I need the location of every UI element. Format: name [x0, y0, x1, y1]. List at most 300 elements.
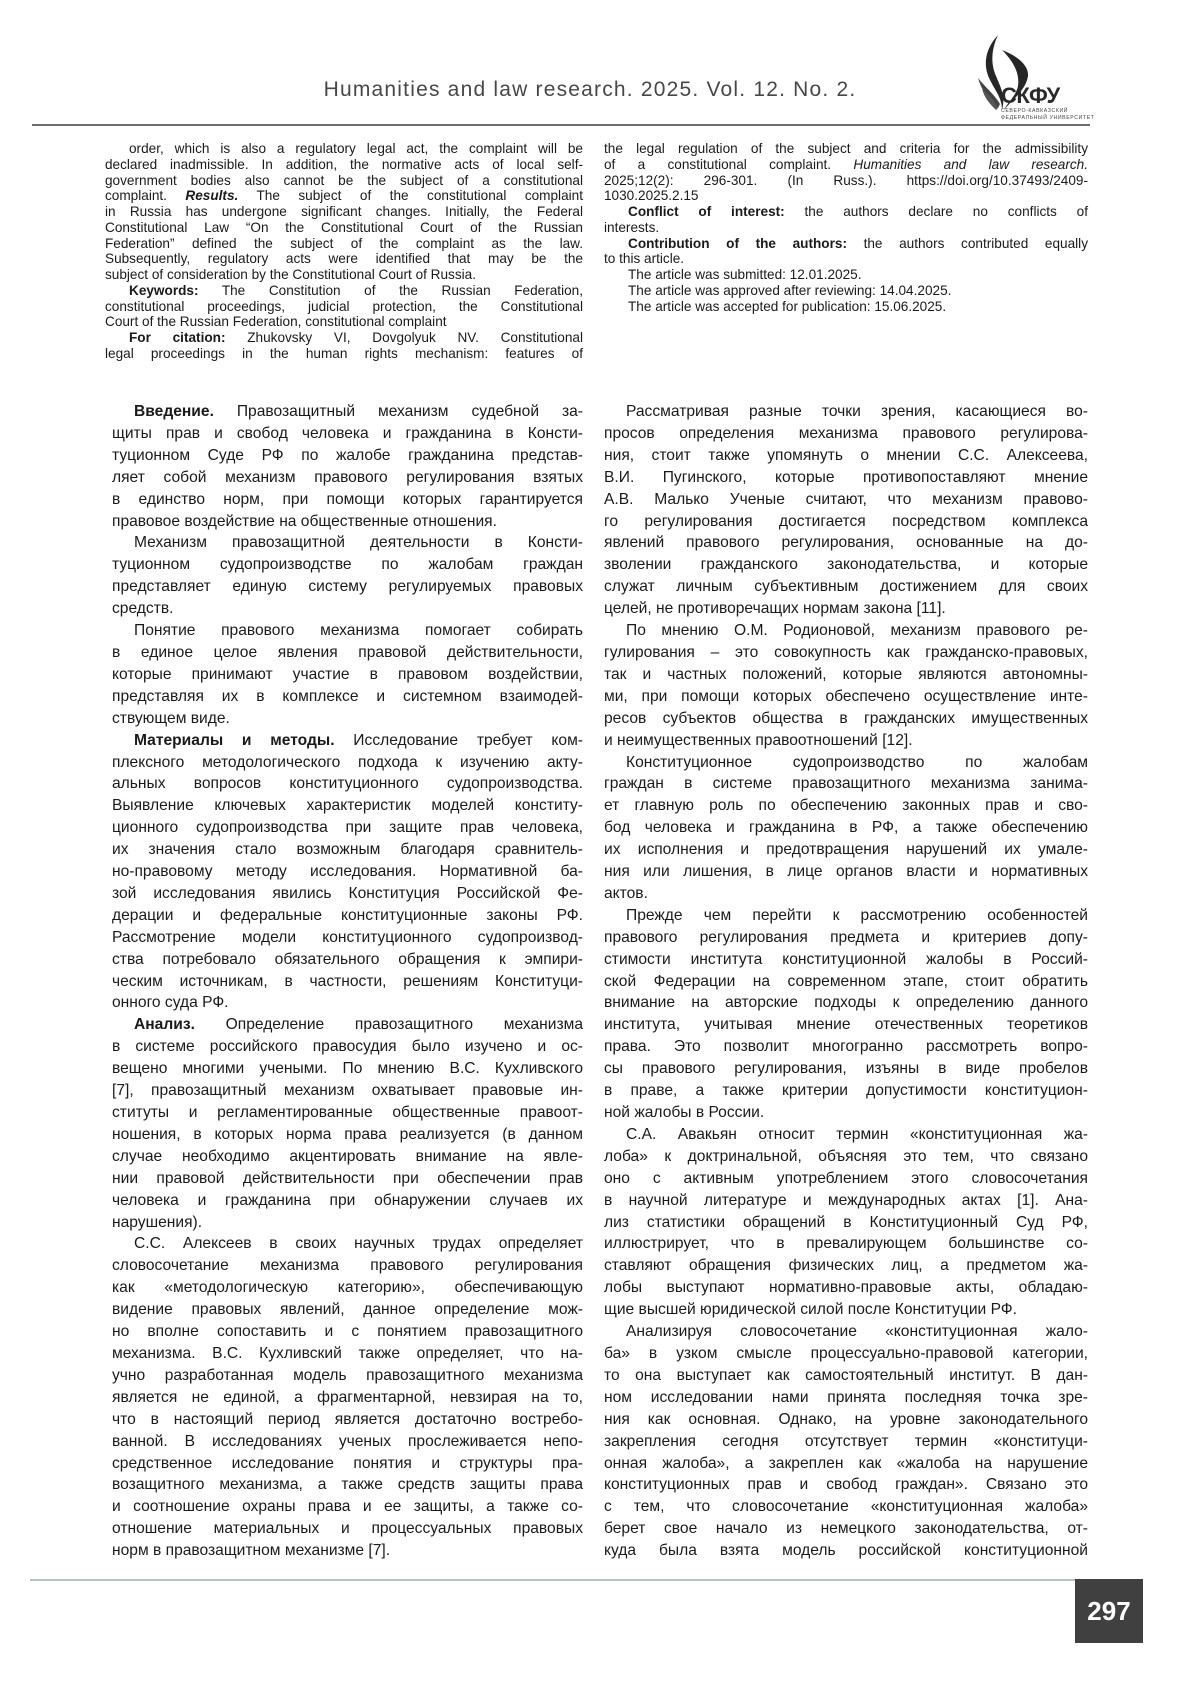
text-line: [112, 686, 583, 708]
text-segment: туционном Суде РФ по жалобе гражданина представ-: [112, 447, 583, 464]
text-line: [604, 1431, 1088, 1453]
page-number-badge: [1075, 1579, 1143, 1643]
text-line: [604, 1102, 1088, 1124]
text-line: [105, 299, 583, 315]
text-segment: куда была взята модель российской конституционной: [604, 1542, 1088, 1559]
text-line: [112, 1080, 583, 1102]
text-line: [604, 949, 1088, 971]
text-segment: вещено многими учеными. По мнению В.С. Кухливского: [112, 1060, 583, 1077]
paragraph-lead: Contribution of the authors:: [628, 236, 847, 251]
text-segment: дерации и федеральные конституционные законы РФ.: [112, 907, 583, 924]
text-segment: лобы выступают нормативно-правовые акты, обладаю-: [604, 1279, 1088, 1296]
text-line: [604, 992, 1088, 1014]
text-segment: представляет единую систему регулируемых правовых: [112, 578, 583, 595]
page-number: 297: [1087, 1596, 1130, 1627]
text-segment: А.В. Малько Ученые считают, что механизм правово-: [604, 491, 1088, 508]
text-segment: ванной. В исследованиях ученых прослеживается непо-: [112, 1433, 583, 1450]
text-segment: случае необходимо акцентировать внимание на явле-: [112, 1148, 583, 1165]
text-segment: щиты прав и свобод человека и гражданина в Консти-: [112, 425, 583, 442]
text-segment: ния как основная. Однако, на уровне законодательного: [604, 1411, 1088, 1428]
text-line: [112, 839, 583, 861]
text-segment: The article was approved after reviewing: 14.04.2025.: [628, 283, 951, 298]
paragraph-lead: Материалы и методы.: [134, 732, 335, 749]
text-line: [604, 752, 1088, 774]
text-line: [112, 817, 583, 839]
text-segment: ба» в узком смысле процессуально-правовой категории,: [604, 1345, 1088, 1362]
text-line: [604, 532, 1088, 554]
text-segment: внимание на авторские подходы к определению данного: [604, 994, 1088, 1011]
text-segment: онного суда РФ.: [112, 994, 229, 1011]
text-line: [604, 1343, 1088, 1365]
text-line: [604, 839, 1088, 861]
text-line: [112, 905, 583, 927]
text-line: [604, 1299, 1088, 1321]
text-line: [112, 1036, 583, 1058]
text-segment: С.С. Алексеев в своих научных трудах определяет: [134, 1235, 583, 1252]
text-segment: учно разработанная модель правозащитного механизма: [112, 1367, 583, 1384]
text-line: [112, 1233, 583, 1255]
text-segment: средств.: [112, 600, 173, 617]
text-line: [112, 773, 583, 795]
text-segment: бод человека и гражданина в РФ, а также обеспечению: [604, 819, 1088, 836]
text-segment: the legal regulation of the subject and criteria for the admissibility: [604, 141, 1088, 156]
text-line: [112, 1299, 583, 1321]
text-segment: interests.: [604, 220, 659, 235]
text-segment: граждан в системе правозащитного механизма занима-: [604, 775, 1088, 792]
text-segment: Court of the Russian Federation, constitutional complaint: [105, 314, 447, 329]
text-line: [112, 1453, 583, 1475]
text-line: [604, 817, 1088, 839]
text-line: [604, 1540, 1088, 1562]
footer-divider: [30, 1579, 1076, 1581]
text-line: [112, 1277, 583, 1299]
paragraph: [604, 1321, 1088, 1562]
body-left-column: [112, 401, 583, 1562]
text-line: [112, 883, 583, 905]
paragraph: [112, 1014, 583, 1233]
paragraph: [112, 730, 583, 1015]
text-line: [604, 664, 1088, 686]
text-line: [604, 686, 1088, 708]
text-line: [604, 861, 1088, 883]
text-segment: ния или лишения, в лице органов власти и нормативных: [604, 863, 1088, 880]
text-line: [604, 188, 1088, 204]
text-line: [112, 949, 583, 971]
text-segment: видение правовых явлений, данное определение мож-: [112, 1301, 583, 1318]
text-segment: ставляют обращения физических лиц, а предметом жа-: [604, 1257, 1088, 1274]
text-line: [112, 1409, 583, 1431]
text-line: [112, 992, 583, 1014]
text-segment: Выявление ключевых характеристик моделей конститу-: [112, 797, 583, 814]
text-line: [604, 1168, 1088, 1190]
text-line: [604, 467, 1088, 489]
text-segment: зой исследования явились Конституция Российской Фе-: [112, 885, 583, 902]
text-segment: legal proceedings in the human rights mechanism: features of: [105, 346, 583, 361]
text-line: [112, 445, 583, 467]
text-segment: института, учитывая мнение отечественных теоретиков: [604, 1016, 1088, 1033]
text-line: [112, 1146, 583, 1168]
text-line: [604, 883, 1088, 905]
text-line: [105, 346, 583, 362]
text-line: [112, 730, 583, 752]
text-line: [112, 1168, 583, 1190]
paragraph-lead: Keywords:: [129, 283, 199, 298]
text-segment: ми, при помощи которых обеспечено осуществление инте-: [604, 688, 1088, 705]
text-segment: конституционных прав и свобод граждан». Связано это: [604, 1476, 1088, 1493]
text-segment: берет свое начало из немецкого законодательства, от-: [604, 1520, 1088, 1537]
text-segment: лиз статистики обращений в Конституционный Суд РФ,: [604, 1214, 1088, 1231]
text-segment: средственное исследование понятия и структуры пра-: [112, 1455, 583, 1472]
abstract-left-column: [105, 141, 583, 362]
text-line: [604, 708, 1088, 730]
text-line: [105, 157, 583, 173]
text-line: [604, 1190, 1088, 1212]
text-line: [112, 642, 583, 664]
text-segment: ствующем виде.: [112, 710, 230, 727]
logo-wordmark: СКФУ: [1001, 83, 1060, 109]
text-segment: Federation” defined the subject of the complaint as the law.: [105, 236, 583, 251]
text-line: [604, 1036, 1088, 1058]
text-line: [112, 1212, 583, 1234]
text-segment: ношения, в которых норма права реализуется (в данном: [112, 1126, 583, 1143]
text-line: [604, 1409, 1088, 1431]
text-line: [105, 330, 583, 346]
text-segment: то она выступает как самостоятельный институт. В дан-: [604, 1367, 1088, 1384]
text-line: [112, 1058, 583, 1080]
paragraph: [604, 236, 1088, 268]
text-segment: их значения стало возможным благодаря сравнитель-: [112, 841, 583, 858]
text-line: [112, 971, 583, 993]
paragraph: [105, 283, 583, 330]
text-segment: Понятие правового механизма помогает собирать: [134, 622, 583, 639]
paragraph: [604, 752, 1088, 905]
text-segment: По мнению О.М. Родионовой, механизм правового ре-: [626, 622, 1088, 639]
text-line: [604, 1212, 1088, 1234]
text-line: [112, 708, 583, 730]
paragraph: [112, 620, 583, 730]
text-segment: government bodies also cannot be the subject of a constitutional: [105, 173, 583, 188]
text-line: [604, 299, 1088, 315]
text-segment: стимости института конституционной жалобы в Россий-: [604, 951, 1088, 968]
text-segment: с тем, что словосочетание «конституционная жалоба»: [604, 1498, 1088, 1515]
text-line: [604, 642, 1088, 664]
text-segment: в единство норм, при помощи которых гарантируется: [112, 491, 583, 508]
text-line: [604, 576, 1088, 598]
text-line: [112, 598, 583, 620]
abstract-right-column: [604, 141, 1088, 314]
text-segment: служат личным субъективным достижением для своих: [604, 578, 1088, 595]
paragraph: [604, 905, 1088, 1124]
text-segment: в научной литературе и международных актах [1]. Ана-: [604, 1192, 1088, 1209]
text-segment: Конституционное судопроизводство по жалобам: [626, 754, 1088, 771]
text-segment: [7], правозащитный механизм охватывает правовые ин-: [112, 1082, 583, 1099]
text-line: [604, 445, 1088, 467]
text-line: [604, 204, 1088, 220]
text-segment: просов определения механизма правового регулирова-: [604, 425, 1088, 442]
text-segment: в системе российского правосудия было изучено и ос-: [112, 1038, 583, 1055]
text-line: [112, 511, 583, 533]
text-segment: актов.: [604, 885, 648, 902]
text-segment: ческим источникам, в частности, решениям Конституци-: [112, 973, 583, 990]
paragraph-lead: Анализ.: [134, 1016, 195, 1033]
text-segment: словосочетание механизма правового регулирования: [112, 1257, 583, 1274]
text-line: [112, 576, 583, 598]
text-line: [105, 251, 583, 267]
text-line: [105, 236, 583, 252]
text-segment: которые принимают участие в правовом воздействии,: [112, 666, 583, 683]
text-segment: ном исследовании нами принята последняя точка зре-: [604, 1389, 1088, 1406]
text-segment: 2025;12(2): 296-301. (In Russ.). https://doi.org/10.37493/2409-: [604, 173, 1088, 188]
text-segment: ционного судопроизводства при защите прав человека,: [112, 819, 583, 836]
text-segment: Subsequently, regulatory acts were identified that may be the: [105, 251, 583, 266]
text-line: [604, 141, 1088, 157]
text-line: [105, 188, 583, 204]
text-line: [112, 554, 583, 576]
text-segment: ния, стоит также упомянуть о мнении С.С. Алексеева,: [604, 447, 1088, 464]
text-segment: С.А. Авакьян относит термин «конституционная жа-: [626, 1126, 1088, 1143]
text-line: [604, 1387, 1088, 1409]
paragraph-lead: Введение.: [134, 403, 214, 420]
paragraph-lead: Conflict of interest:: [628, 204, 785, 219]
text-line: [604, 1058, 1088, 1080]
text-segment: в единое целое явления правовой действительности,: [112, 644, 583, 661]
paragraph: [604, 1124, 1088, 1321]
text-line: [112, 752, 583, 774]
paragraph: [604, 267, 1088, 314]
text-segment: ресов субъектов общества в гражданских имущественных: [604, 710, 1088, 727]
text-line: [112, 1518, 583, 1540]
text-line: [604, 1321, 1088, 1343]
text-line: [112, 861, 583, 883]
text-line: [112, 532, 583, 554]
text-line: [105, 283, 583, 299]
text-segment: Правозащитный механизм судебной за-: [214, 403, 583, 420]
text-segment: является не единой, а фрагментарной, невзирая на то,: [112, 1389, 583, 1406]
body-right-column: [604, 401, 1088, 1562]
text-line: [604, 267, 1088, 283]
text-line: [112, 1496, 583, 1518]
text-line: [112, 401, 583, 423]
text-line: [604, 927, 1088, 949]
text-segment: норм в правозащитном механизме [7].: [112, 1542, 390, 1559]
text-segment: complaint.: [105, 188, 185, 203]
text-line: [105, 141, 583, 157]
text-segment: В.И. Пугинского, которые противопоставляют мнение: [604, 469, 1088, 486]
text-line: [112, 795, 583, 817]
text-line: [604, 1518, 1088, 1540]
journal-running-title: Humanities and law research. 2025. Vol. 12. No. 2.: [0, 78, 1180, 102]
paragraph: [112, 1233, 583, 1562]
text-segment: Constitutional Law “On the Constitutional Court of the Russian: [105, 220, 583, 235]
text-segment: Zhukovsky VI, Dovgolyuk NV. Constitutional: [226, 330, 584, 345]
text-segment: в праве, а также критерии допустимости конституцион-: [604, 1082, 1088, 1099]
text-line: [112, 1343, 583, 1365]
text-segment: закрепления сегодня отсутствует термин «конституци-: [604, 1433, 1088, 1450]
text-segment: constitutional proceedings, judicial protection, the Constitutional: [105, 299, 583, 314]
text-line: [112, 664, 583, 686]
text-segment: Рассмотрение модели конституционного судопроизвод-: [112, 929, 583, 946]
text-segment: нарушения).: [112, 1214, 202, 1231]
text-line: [604, 236, 1088, 252]
text-segment: явлений правового регулирования, основанные на до-: [604, 534, 1088, 551]
header-divider: [32, 124, 1090, 126]
text-line: [112, 1474, 583, 1496]
text-line: [604, 511, 1088, 533]
text-segment: Анализируя словосочетание «конституционная жало-: [626, 1323, 1088, 1340]
text-line: [112, 620, 583, 642]
text-line: [112, 1102, 583, 1124]
text-segment: щие высшей юридической силой после Конституции РФ.: [604, 1301, 1017, 1318]
text-segment: и соотношение охраны права и ее защиты, а также со-: [112, 1498, 583, 1515]
text-line: [112, 1014, 583, 1036]
text-line: [604, 598, 1088, 620]
text-line: [112, 1365, 583, 1387]
text-segment: ства потребовало обязательного обращения к эмпири-: [112, 951, 583, 968]
text-segment: ституты и регламентированные общественные правоот-: [112, 1104, 583, 1121]
text-segment: Прежде чем перейти к рассмотрению особенностей: [626, 907, 1088, 924]
text-segment: человека и гражданина при обнаружении случаев их: [112, 1192, 583, 1209]
emphasis-text: Humanities and law research.: [853, 157, 1088, 172]
text-segment: The article was accepted for publication: 15.06.2025.: [628, 299, 946, 314]
text-segment: ной жалобы в России.: [604, 1104, 764, 1121]
text-line: [604, 220, 1088, 236]
text-line: [105, 204, 583, 220]
text-segment: сы правового регулирования, изъяны в виде пробелов: [604, 1060, 1088, 1077]
text-segment: нии правовой действительности при обеспечении прав: [112, 1170, 583, 1187]
text-segment: ет главную роль по обеспечению законных прав и сво-: [604, 797, 1088, 814]
text-segment: механизма. В.С. Кухливский также определяет, что на-: [112, 1345, 583, 1362]
text-segment: declared inadmissible. In addition, the normative acts of local self-: [105, 157, 583, 172]
text-segment: отношение материальных и процессуальных правовых: [112, 1520, 583, 1537]
text-segment: The article was submitted: 12.01.2025.: [628, 267, 862, 282]
text-line: [112, 1190, 583, 1212]
text-line: [112, 489, 583, 511]
text-segment: но-правовому методу исследования. Нормативной ба-: [112, 863, 583, 880]
text-segment: правовое воздействие на общественные отношения.: [112, 513, 497, 530]
paragraph: [604, 141, 1088, 204]
text-line: [604, 283, 1088, 299]
text-segment: Механизм правозащитной деятельности в Консти-: [134, 534, 583, 551]
text-line: [105, 173, 583, 189]
text-line: [112, 1321, 583, 1343]
text-segment: целей, не противоречащих нормам закона [11].: [604, 600, 946, 617]
text-line: [604, 905, 1088, 927]
text-segment: туционном судопроизводстве по жалобам граждан: [112, 556, 583, 573]
text-segment: of a constitutional complaint.: [604, 157, 853, 172]
text-segment: the authors contributed equally: [847, 236, 1088, 251]
text-segment: плексного методологического подхода к изучению акту-: [112, 754, 583, 771]
paragraph: [112, 532, 583, 620]
text-line: [604, 1277, 1088, 1299]
text-line: [112, 423, 583, 445]
text-line: [604, 1014, 1088, 1036]
text-segment: the authors declare no conflicts of: [785, 204, 1088, 219]
text-line: [112, 1540, 583, 1562]
text-line: [604, 173, 1088, 189]
paragraph: [105, 330, 583, 362]
text-line: [604, 554, 1088, 576]
text-segment: 1030.2025.2.15: [604, 188, 699, 203]
text-segment: иллюстрирует, что в превалирующем большинстве со-: [604, 1235, 1088, 1252]
text-segment: как «методологическую категорию», обеспечивающую: [112, 1279, 583, 1296]
text-segment: to this article.: [604, 251, 684, 266]
text-line: [604, 1080, 1088, 1102]
text-line: [604, 730, 1088, 752]
text-line: [604, 620, 1088, 642]
text-segment: order, which is also a regulatory legal act, the complaint will be: [129, 141, 583, 156]
text-segment: оно с активным употреблением этого словосочетания: [604, 1170, 1088, 1187]
text-line: [112, 927, 583, 949]
logo-subtitle-line-1: СЕВЕРО-КАВКАЗСКИЙ: [1001, 108, 1091, 114]
text-line: [604, 157, 1088, 173]
paragraph: [604, 401, 1088, 620]
text-segment: что в настоящий период является достаточно востребо-: [112, 1411, 583, 1428]
text-segment: правового регулирования предмета и критериев допу-: [604, 929, 1088, 946]
text-segment: Рассматривая разные точки зрения, касающиеся во-: [626, 403, 1088, 420]
text-segment: Исследование требует ком-: [335, 732, 583, 749]
text-line: [604, 795, 1088, 817]
text-segment: онная жалоба», а закреплен как «жалоба на нарушение: [604, 1455, 1088, 1472]
text-line: [105, 267, 583, 283]
text-line: [604, 401, 1088, 423]
text-line: [112, 1255, 583, 1277]
text-segment: возащитного механизма, а также средств защиты права: [112, 1476, 583, 1493]
text-line: [105, 314, 583, 330]
text-segment: но вполне сопоставить и с понятием правозащитного: [112, 1323, 583, 1340]
text-line: [112, 1431, 583, 1453]
text-segment: и неимущественных правоотношений [12].: [604, 732, 913, 749]
text-line: [604, 971, 1088, 993]
text-line: [112, 1387, 583, 1409]
text-line: [604, 773, 1088, 795]
text-segment: Определение правозащитного механизма: [195, 1016, 583, 1033]
text-line: [604, 1124, 1088, 1146]
text-segment: ляет собой механизм правового регулирования взятых: [112, 469, 583, 486]
paragraph: [604, 204, 1088, 236]
text-segment: ской Федерации на современном этапе, стоит обратить: [604, 973, 1088, 990]
text-segment: subject of consideration by the Constitutional Court of Russia.: [105, 267, 476, 282]
text-line: [604, 1233, 1088, 1255]
text-segment: зволении гражданского законодательства, и которые: [604, 556, 1088, 573]
text-line: [604, 1453, 1088, 1475]
text-line: [112, 467, 583, 489]
text-line: [604, 1496, 1088, 1518]
text-segment: представляя их в комплексе и системном взаимодей-: [112, 688, 583, 705]
paragraph: [112, 401, 583, 532]
paragraph: [105, 141, 583, 283]
text-line: [604, 1474, 1088, 1496]
text-line: [112, 1124, 583, 1146]
text-segment: лоба» к доктринальной, объясняя это тем, что связано: [604, 1148, 1088, 1165]
text-segment: in Russia has undergone significant changes. Initially, the Federal: [105, 204, 583, 219]
text-line: [604, 423, 1088, 445]
paragraph-lead: For citation:: [129, 330, 226, 345]
text-line: [604, 1255, 1088, 1277]
text-line: [604, 251, 1088, 267]
text-line: [604, 1365, 1088, 1387]
text-line: [604, 1146, 1088, 1168]
logo-subtitle-line-2: ФЕДЕРАЛЬНЫЙ УНИВЕРСИТЕТ: [1001, 115, 1091, 121]
text-segment: The Constitution of the Russian Federation,: [199, 283, 584, 298]
text-segment: их исполнения и предотвращения нарушений их умале-: [604, 841, 1088, 858]
emphasis-text: Results.: [185, 188, 238, 203]
text-segment: гулирования – это совокупность как гражданско-правовых,: [604, 644, 1088, 661]
text-segment: права. Это позволит многогранно рассмотреть вопро-: [604, 1038, 1088, 1055]
text-line: [105, 220, 583, 236]
text-segment: так и частных положений, которые являются автономны-: [604, 666, 1088, 683]
text-segment: го регулирования достигается посредством комплекса: [604, 513, 1088, 530]
text-segment: альных вопросов конституционного судопроизводства.: [112, 775, 583, 792]
